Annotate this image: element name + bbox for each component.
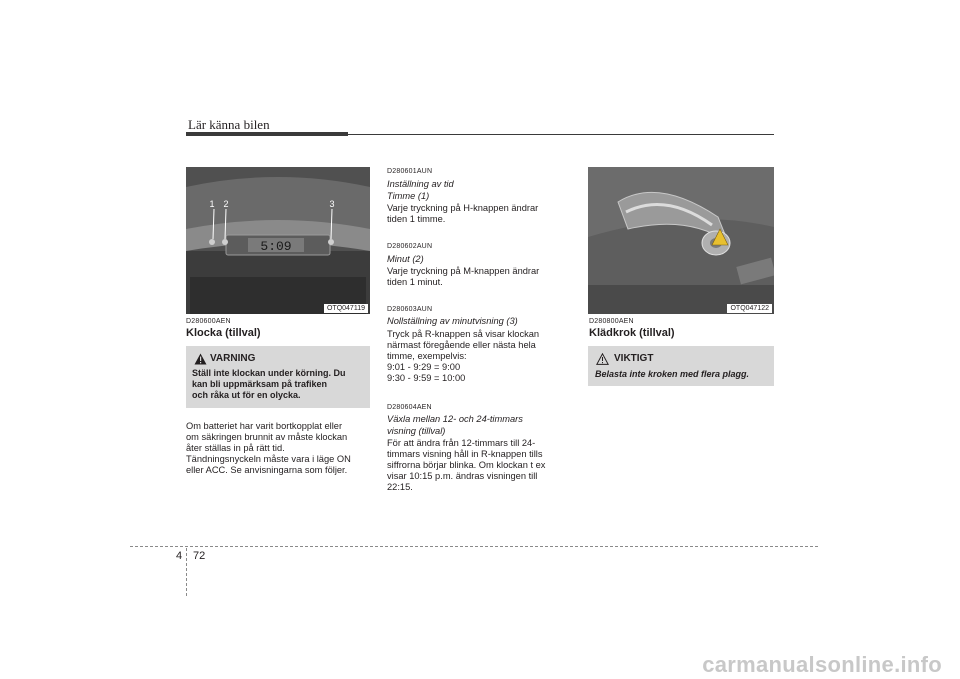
subheading: Timme (1) — [387, 191, 430, 201]
footer-vertical-rule — [186, 548, 187, 596]
caution-box — [588, 346, 774, 386]
body-line: 9:30 - 9:59 = 10:00 — [387, 373, 466, 383]
body-line: tiden 1 minut. — [387, 277, 443, 287]
caution-heading: VIKTIGT — [614, 353, 654, 364]
clock-illustration — [186, 167, 370, 314]
body-line: 9:01 - 9:29 = 9:00 — [387, 362, 461, 372]
body-line: För att ändra från 12-timmars till 24- — [387, 438, 536, 448]
caution-icon — [596, 353, 609, 365]
coat-hook-photo — [588, 167, 774, 314]
warning-icon — [194, 353, 207, 365]
warning-heading: VARNING — [210, 353, 256, 364]
section-code: D280601AUN — [387, 168, 433, 175]
clock-photo — [186, 167, 370, 314]
photo-label: OTQ047119 — [324, 304, 368, 313]
page-header-title: Lär känna bilen — [188, 117, 270, 132]
section-code: D280800AEN — [589, 318, 634, 325]
section-code: D280604AEN — [387, 404, 432, 411]
section-code: D280603AUN — [387, 306, 433, 313]
section-number: 4 — [176, 550, 183, 562]
body-line: om säkringen brunnit av måste klockan — [186, 432, 348, 442]
paragraph — [387, 329, 573, 384]
body-line: timmars visning håll in R-knappen tills — [387, 449, 543, 459]
page-number: 72 — [193, 550, 206, 562]
body-line: närmast föregående eller nästa hela — [387, 340, 536, 350]
warning-line: Ställ inte klockan under körning. Du — [192, 368, 346, 378]
header-rule-thin — [348, 134, 774, 135]
coat-hook-illustration — [588, 167, 774, 314]
body-line: tiden 1 timme. — [387, 214, 446, 224]
section-title: Klädkrok (tillval) — [589, 327, 675, 339]
body-line: Om batteriet har varit bortkopplat eller — [186, 421, 343, 431]
subheading: Växla mellan 12- och 24-timmars — [387, 414, 523, 424]
paragraph — [387, 266, 573, 288]
footer-rule — [130, 546, 818, 547]
body-line: visar 10:15 p.m. ändras visningen till — [387, 471, 538, 481]
clock-display: 5:09 — [260, 239, 292, 254]
callout-1: 1 — [209, 199, 215, 209]
body-line: Varje tryckning på H-knappen ändrar — [387, 203, 539, 213]
warning-line: kan bli uppmärksam på trafiken — [192, 379, 328, 389]
intro-paragraph — [186, 421, 370, 476]
body-line: timme, exempelvis: — [387, 351, 467, 361]
body-line: eller ACC. Se anvisningarna som följer. — [186, 465, 348, 475]
caution-text: Belasta inte kroken med flera plagg. — [595, 369, 750, 379]
callout-2: 2 — [223, 199, 229, 209]
body-line: siffrorna börjar blinka. Om klockan t ex — [387, 460, 546, 470]
paragraph — [387, 203, 573, 225]
paragraph — [387, 438, 573, 493]
subheading: Minut (2) — [387, 254, 424, 264]
body-line: Varje tryckning på M-knappen ändrar — [387, 266, 540, 276]
warning-text — [192, 368, 364, 401]
body-line: Tändningsnyckeln måste vara i läge ON — [186, 454, 351, 464]
section-code: D280600AEN — [186, 318, 231, 325]
header-rule-thick — [186, 132, 348, 136]
subheading: Nollställning av minutvisning (3) — [387, 316, 518, 326]
body-line: Tryck på R-knappen så visar klockan — [387, 329, 540, 339]
photo-label: OTQ047122 — [727, 304, 772, 313]
warning-box — [186, 346, 370, 408]
body-line: 22:15. — [387, 482, 413, 492]
section-code: D280602AUN — [387, 243, 433, 250]
callout-3: 3 — [329, 199, 335, 209]
warning-line: och råka ut för en olycka. — [192, 390, 301, 400]
subheading: visning (tillval) — [387, 426, 446, 436]
watermark: carmanualsonline.info — [702, 652, 942, 677]
body-line: åter ställas in på rätt tid. — [186, 443, 285, 453]
section-title: Klocka (tillval) — [186, 327, 261, 339]
subheading: Inställning av tid — [387, 179, 454, 189]
